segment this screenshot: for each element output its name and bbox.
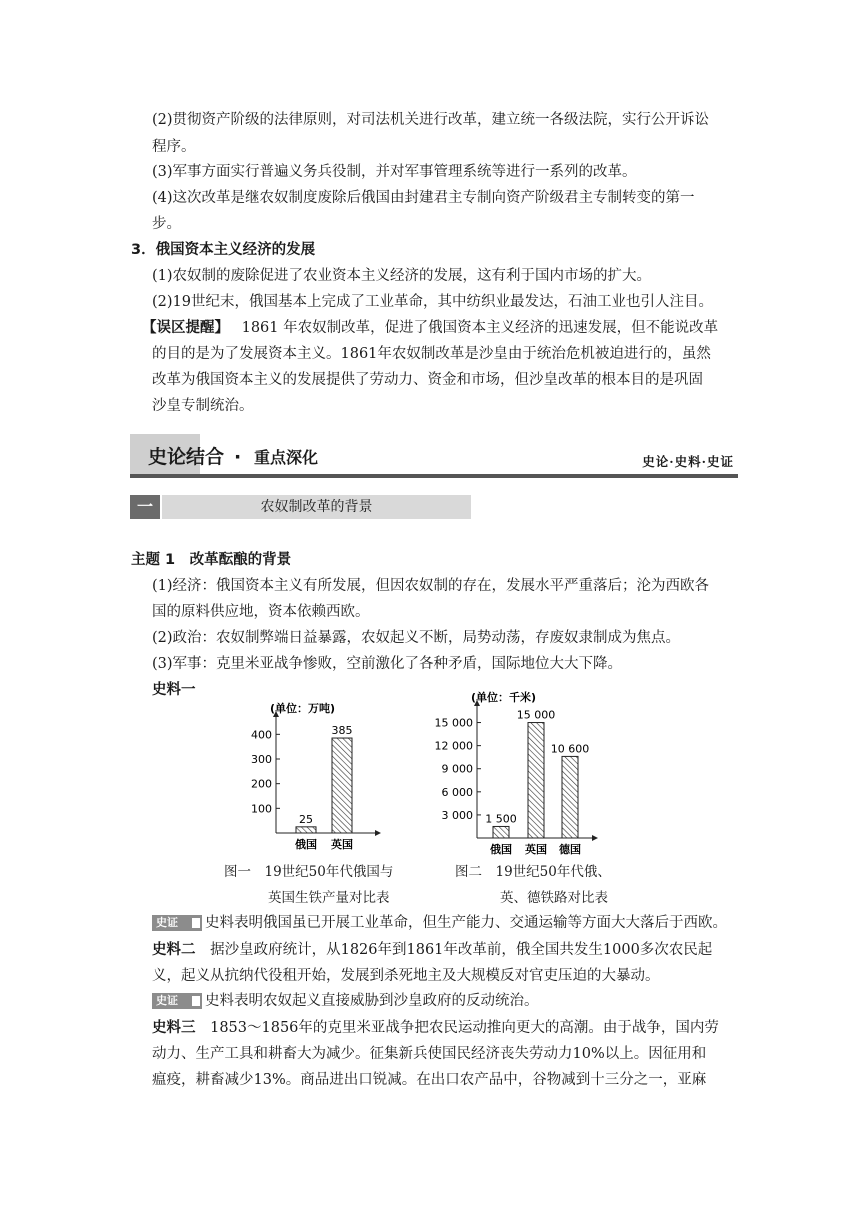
banner-title: 史论结合 — [148, 446, 225, 468]
chart1-data-label: 385 — [331, 724, 353, 738]
evidence-tag-2: 史证 — [152, 993, 202, 1009]
chart1-caption-line1: 图一 19世纪50年代俄国与 — [224, 864, 394, 880]
chart2-data-label: 10 600 — [550, 742, 590, 756]
mistake-reminder-line1 — [142, 317, 718, 339]
source-three-label: 史料三 — [152, 1020, 196, 1036]
banner-right-label: 史论·史料·史证 — [642, 454, 734, 469]
chart1-unit-label: (单位：万吨) — [270, 702, 336, 715]
chart2-bar — [528, 723, 544, 838]
source-two-line2: 义，起义从抗纳代役租开始，发展到杀死地主及大规模反对官吏压迫的大暴动。 — [152, 968, 660, 984]
para-judicial-reform-line1: (2)贯彻资产阶级的法律原则，对司法机关进行改革，建立统一各级法院，实行公开诉讼 — [152, 112, 710, 128]
para-economy-line1: (1)经济：俄国资本主义有所发展，但因农奴制的存在，发展水平严重落后；沦为西欧各 — [152, 578, 710, 594]
source-one-label: 史料一 — [152, 682, 196, 698]
para-politics: (2)政治：农奴制弊端日益暴露，农奴起义不断，局势动荡，存废奴隶制成为焦点。 — [152, 630, 681, 646]
section-number: 一 — [130, 495, 160, 519]
banner-subtitle: 重点深化 — [254, 448, 319, 467]
para-military-reform: (3)军事方面实行普遍义务兵役制，并对军事管理系统等进行一系列的改革。 — [152, 164, 637, 180]
para-industrial-revolution: (2)19世纪末，俄国基本上完成了工业革命，其中纺织业最发达，石油工业也引人注目。 — [152, 294, 713, 310]
evidence-1: 史料表明俄国虽已开展工业革命，但生产能力、交通运输等方面大大落后于西欧。 — [205, 915, 727, 931]
topic-heading: 主题 1 改革酝酿的背景 — [131, 552, 292, 568]
chart2-unit-label: (单位：千米) — [471, 691, 537, 704]
chart1-caption-line2: 英国生铁产量对比表 — [268, 890, 390, 906]
chart2-data-label: 1 500 — [485, 812, 517, 826]
chart2-bar — [493, 826, 509, 838]
chart1-tick-label: 300 — [251, 753, 272, 766]
chart-pig-iron — [251, 701, 378, 851]
chart2-category-label: 英国 — [525, 843, 547, 856]
chart2-tick-label: 3 000 — [441, 808, 473, 822]
para-reform-significance-line2: 步。 — [152, 216, 181, 232]
chart1-bar — [332, 738, 352, 833]
chart2-caption-line1: 图二 19世纪50年代俄、 — [455, 864, 611, 880]
chart1-data-label: 25 — [299, 812, 313, 826]
para-reform-significance-line1: (4)这次改革是继农奴制度废除后俄国由封建君主专制向资产阶级君主专制转变的第一 — [152, 190, 695, 206]
chart2-category-label: 德国 — [559, 843, 581, 856]
source-three — [152, 1017, 719, 1039]
chart1-tick-label: 200 — [251, 777, 272, 791]
chart2-tick-label: 12 000 — [434, 739, 473, 753]
chart2-caption-line2: 英、德铁路对比表 — [500, 890, 608, 906]
para-economy-line2: 国的原料供应地，资本依赖西欧。 — [152, 604, 370, 620]
chart-railway — [435, 690, 596, 856]
chart1-tick-label: 400 — [251, 728, 272, 742]
chart1-category-label: 俄国 — [295, 838, 317, 851]
banner-dot: · — [234, 446, 242, 468]
chart2-bar — [562, 756, 578, 838]
mistake-reminder-line3: 改革为俄国资本主义的发展提供了劳动力、资金和市场，但沙皇改革的根本目的是巩固 — [152, 372, 703, 388]
chart2-category-label: 俄国 — [490, 843, 512, 856]
para-military: (3)军事：克里米亚战争惨败，空前激化了各种矛盾，国际地位大大下降。 — [152, 656, 623, 672]
chart2-tick-label: 15 000 — [434, 716, 473, 730]
banner-rule — [130, 474, 738, 478]
chart1-category-label: 英国 — [331, 838, 353, 851]
source-two-label: 史料二 — [152, 942, 196, 958]
section-title: 农奴制改革的背景 — [162, 495, 471, 519]
source-two — [152, 939, 712, 961]
chart2-tick-label: 6 000 — [441, 785, 473, 799]
chart2-data-label: 15 000 — [516, 708, 556, 722]
evidence-2: 史料表明农奴起义直接威胁到沙皇政府的反动统治。 — [205, 993, 539, 1009]
chart1-bar — [296, 827, 316, 833]
mistake-reminder-line4: 沙皇专制统治。 — [152, 398, 254, 414]
mistake-reminder-line2: 的目的是为了发展资本主义。1861年农奴制改革是沙皇由于统治危机被迫进行的，虽然 — [152, 346, 711, 362]
para-agriculture: (1)农奴制的废除促进了农业资本主义经济的发展，这有利于国内市场的扩大。 — [152, 268, 652, 284]
mistake-reminder-label: 【误区提醒】 — [142, 320, 229, 336]
section-box — [130, 495, 471, 519]
source-two-text: 据沙皇政府统计，从1826年到1861年改革前，俄全国共发生1000多次农民起 — [210, 942, 713, 958]
chart1-tick-label: 100 — [251, 802, 272, 816]
mistake-reminder-text: 1861 年农奴制改革，促进了俄国资本主义经济的迅速发展，但不能说改革 — [241, 320, 719, 336]
section-heading-economy: 3．俄国资本主义经济的发展 — [131, 242, 316, 258]
chart2-tick-label: 9 000 — [441, 762, 473, 776]
source-three-line2: 动力、生产工具和耕畜大为减少。征集新兵使国民经济丧失劳动力10%以上。因征用和 — [152, 1046, 707, 1062]
source-three-text: 1853～1856年的克里米亚战争把农民运动推向更大的高潮。由于战争，国内劳 — [210, 1020, 719, 1036]
source-three-line3: 瘟疫，耕畜减少13%。商品进出口锐减。在出口农产品中，谷物减到十三分之一，亚麻 — [152, 1072, 707, 1088]
para-judicial-reform-line2: 程序。 — [152, 139, 196, 155]
evidence-tag-1: 史证 — [152, 915, 202, 931]
section-banner — [130, 434, 738, 478]
